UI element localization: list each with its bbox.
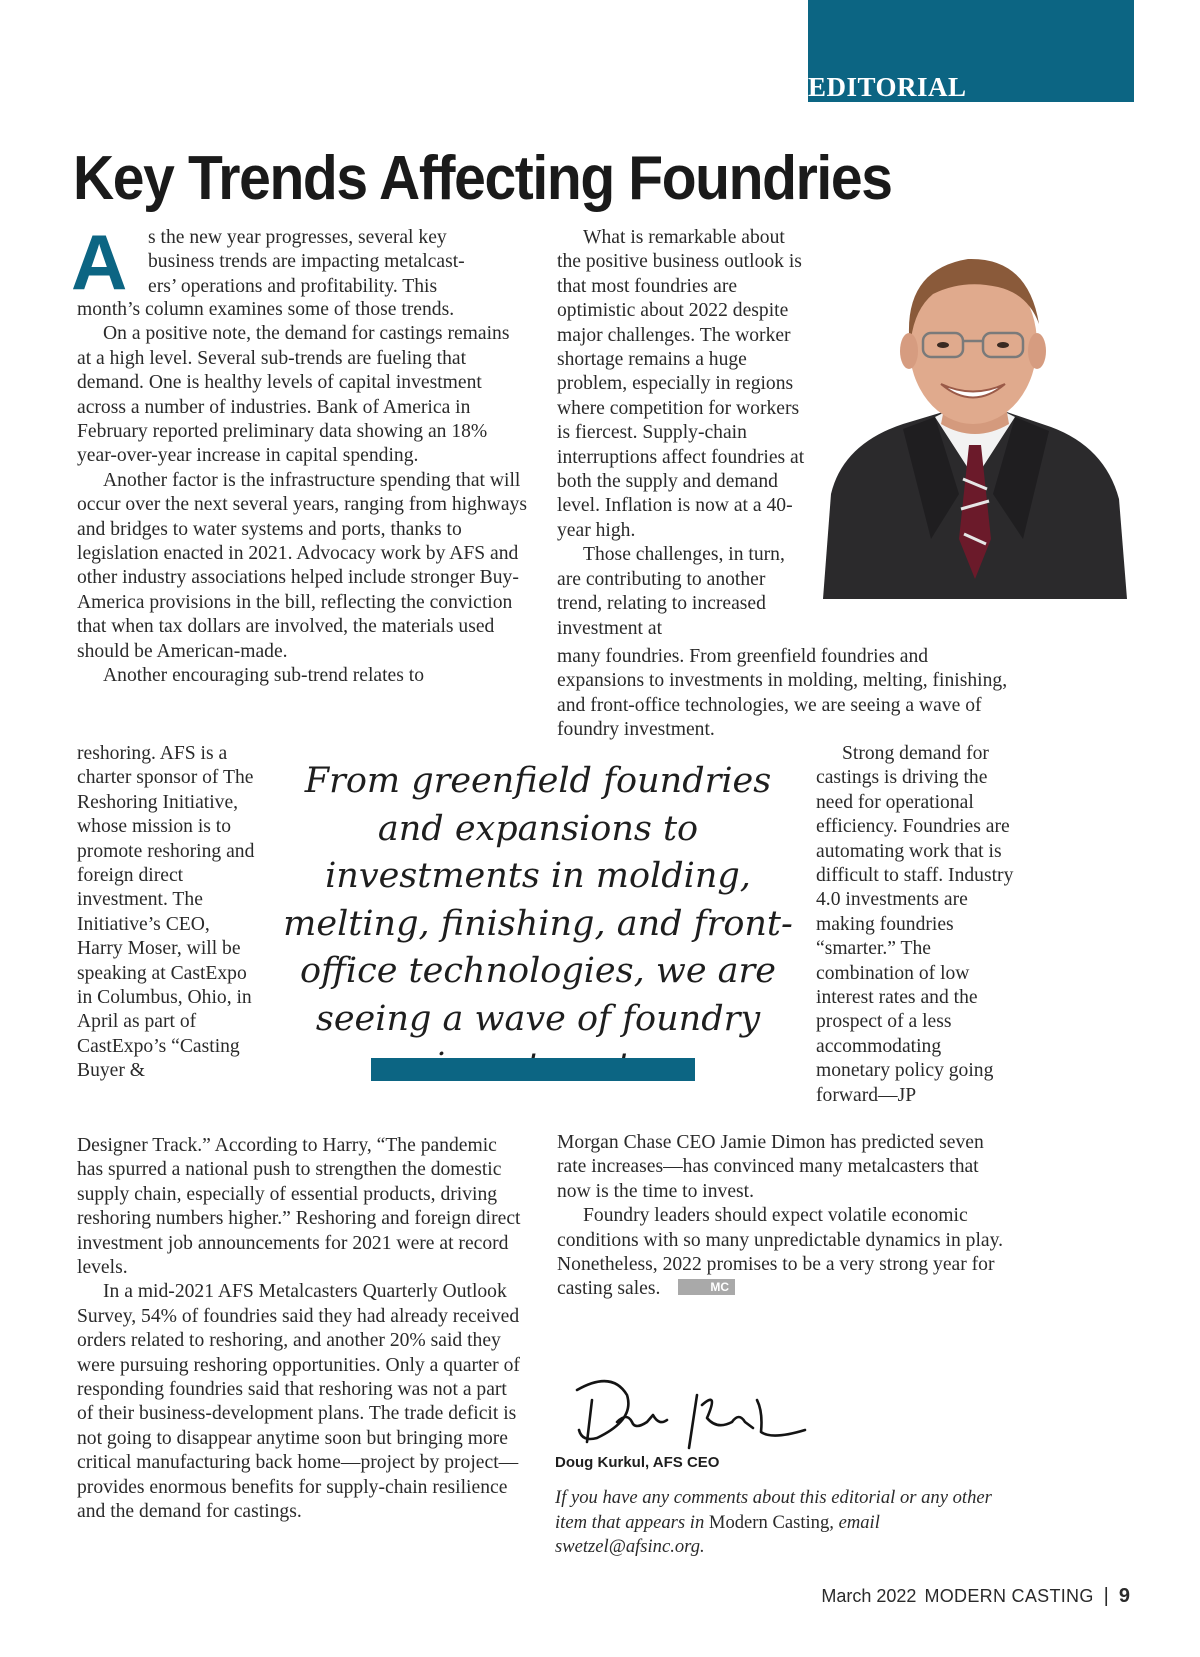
end-mark: MC: [678, 1279, 735, 1295]
paragraph: month’s column examines some of those trends.: [77, 299, 455, 320]
contact-email-text: , email swetzel@afsinc.org.: [555, 1511, 880, 1557]
contact-note: [555, 1486, 1005, 1560]
paragraph: Morgan Chase CEO Jamie Dimon has predicted seven rate increases—has convinced many metalcasters that now is the time to invest.: [557, 1132, 984, 1202]
paragraph: reshoring. AFS is a charter sponsor of The Reshoring Initiative, whose mission is to promote reshoring and foreign direct investment. The Initiative’s CEO, Harry Moser, will be speaking at CastExpo in Columbus, Ohio, in April as part of CastExpo’s “Casting Buyer &: [77, 743, 255, 1082]
column-1-lower: [77, 1134, 527, 1525]
paragraph: many foundries. From greenfield foundries and expansions to investments in molding, melting, finishing, and front-office technologies, we are seeing a wave of foundry investment.: [557, 646, 1008, 741]
paragraph: [557, 1204, 1017, 1302]
pull-quote-bar: [371, 1058, 695, 1081]
intro-lines: [148, 226, 520, 299]
author-photo: [823, 239, 1127, 599]
issue-date: March 2022: [821, 1586, 917, 1606]
paragraph: On a positive note, the demand for castings remains at a high level. Several sub-trends are fueling that demand. One is healthy levels of capital investment across a number of industries. Bank of America in February reported preliminary data showing an 18% year-over-year increase in capital spending.: [77, 323, 510, 467]
column-2-lower: [557, 1131, 1017, 1302]
magazine-name: Modern Casting: [708, 1511, 830, 1533]
column-2-upper: [557, 226, 809, 641]
section-label: EDITORIAL: [808, 72, 967, 102]
paragraph: In a mid-2021 AFS Metalcasters Quarterly Outlook Survey, 54% of foundries said they had already received orders related to reshoring, and another 20% said they were pursuing reshoring opportunities. Only a quarter of responding foundries said that reshoring was not a part of their business-development plans. The trade deficit is not going to disappear anytime soon but bringing more critical manufacturing back home—project by project—provides enormous benefits for supply-chain resilience and the demand for castings.: [77, 1281, 520, 1523]
paragraph: Another encouraging sub-trend relates to: [103, 665, 425, 687]
paragraph: Those challenges, in turn, are contributing to another trend, relating to increased investment at: [557, 544, 785, 639]
intro-line: s the new year progresses, several key: [148, 227, 447, 248]
author-byline: Doug Kurkul, AFS CEO: [555, 1454, 720, 1471]
article-title: Key Trends Affecting Foundries: [73, 144, 892, 213]
column-1-narrow: [77, 742, 257, 1084]
page-footer: [821, 1585, 1130, 1608]
paragraph: What is remarkable about the positive business outlook is that most foundries are optimistic about 2022 despite major challenges. The worker shortage remains a huge problem, especially in regions where competition for workers is fiercest. Supply-chain interruptions affect foundries at both the supply and demand level. Inflation is now at a 40-year high.: [557, 227, 805, 541]
page-number: 9: [1118, 1585, 1130, 1607]
drop-cap: A: [71, 218, 128, 306]
paragraph: Strong demand for castings is driving the need for operational efficiency. Foundries are automating work that is difficult to staff. Industry 4.0 investments are making foundries “smarter.” The combination of low interest rates and the prospect of a less accommodating monetary policy going forward—JP: [816, 743, 1014, 1106]
pull-quote: From greenfield foundries and expansions to investments in molding, melting, finishing, and front-office technologies, we are seeing a wave of foundry: [283, 761, 793, 1039]
paragraph-text: Foundry leaders should expect volatile economic conditions with so many unpredictable dynamics in play. Nonetheless, 2022 promises to be a very strong year for casting sales.: [557, 1205, 1004, 1300]
column-1-upper: [77, 298, 527, 689]
column-2-wide: [557, 645, 1017, 743]
column-2-narrow: [816, 742, 1016, 1108]
intro-line: ers’ operations and profitability. This: [148, 275, 438, 297]
magazine-title: MODERN CASTING: [924, 1586, 1094, 1606]
contact-note-text: If you have any comments about this editorial or any other item that appears in: [555, 1487, 992, 1533]
footer-separator: |: [1103, 1585, 1109, 1607]
intro-line: business trends are impacting metalcast-: [148, 251, 465, 273]
paragraph: Designer Track.” According to Harry, “The pandemic has spurred a national push to strengthen the domestic supply chain, especially of essential products, driving reshoring numbers higher.” Reshoring and foreign direct investment job announcements for 2021 were at record levels.: [77, 1135, 521, 1279]
paragraph: Another factor is the infrastructure spending that will occur over the next several years, ranging from highways and bridges to water systems and ports, thanks to legislation enacted in 2021. Advocacy work by AFS and other industry associations helped include stronger Buy-America provisions in the bill, reflecting the conviction that when tax dollars are involved, the materials used should be American-made.: [77, 469, 527, 662]
